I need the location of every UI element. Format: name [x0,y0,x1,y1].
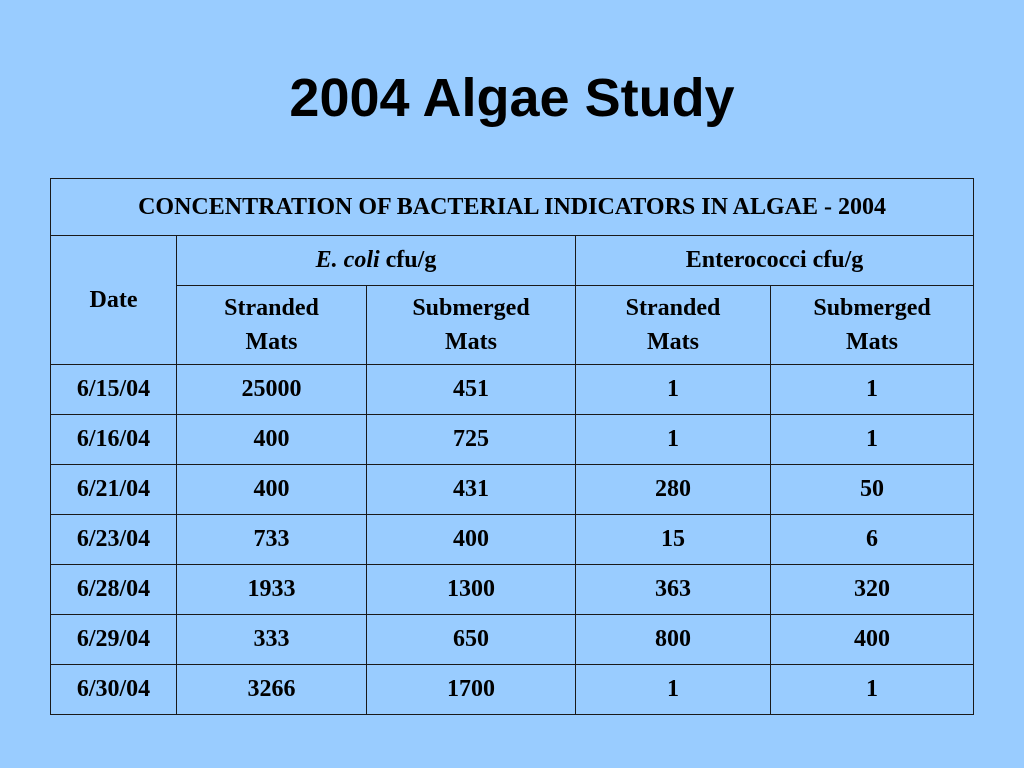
table-caption-row [51,179,974,236]
date-cell: 6/28/04 [51,565,177,615]
table-row [51,665,974,715]
ecoli-submerged-cell: 725 [367,415,576,465]
ecoli-stranded-header [177,286,367,365]
group-header-row [51,236,974,286]
ecoli-organism-name: E. coli [315,247,380,273]
entero-stranded-cell: 15 [576,515,771,565]
date-cell: 6/16/04 [51,415,177,465]
table-row [51,515,974,565]
table-row [51,415,974,465]
ecoli-submerged-header [367,286,576,365]
ecoli-group-header [177,236,576,286]
table-row [51,365,974,415]
entero-stranded-header [576,286,771,365]
entero-submerged-cell: 1 [771,415,974,465]
entero-submerged-header-line1: Submerged [813,295,931,321]
entero-submerged-cell: 6 [771,515,974,565]
ecoli-stranded-cell: 400 [177,465,367,515]
ecoli-stranded-header-line1: Stranded [224,295,319,321]
entero-submerged-header [771,286,974,365]
ecoli-unit: cfu/g [379,247,437,273]
entero-stranded-cell: 1 [576,665,771,715]
ecoli-stranded-cell: 333 [177,615,367,665]
entero-stranded-cell: 363 [576,565,771,615]
entero-submerged-cell: 400 [771,615,974,665]
table-row [51,465,974,515]
sub-header-row [51,286,974,365]
entero-submerged-cell: 320 [771,565,974,615]
bacteria-table [50,178,974,715]
ecoli-submerged-header-line1: Submerged [412,295,530,321]
entero-stranded-cell: 280 [576,465,771,515]
date-cell: 6/30/04 [51,665,177,715]
entero-stranded-header-line2: Mats [647,329,699,355]
ecoli-stranded-cell: 733 [177,515,367,565]
table-row [51,615,974,665]
ecoli-stranded-header-line2: Mats [245,329,298,355]
date-cell: 6/23/04 [51,515,177,565]
date-header: Date [51,236,177,365]
date-cell: 6/21/04 [51,465,177,515]
ecoli-submerged-cell: 650 [367,615,576,665]
entero-stranded-cell: 1 [576,365,771,415]
entero-submerged-header-line2: Mats [846,329,899,355]
table-row [51,565,974,615]
entero-stranded-cell: 800 [576,615,771,665]
ecoli-submerged-cell: 400 [367,515,576,565]
slide-title: 2004 Algae Study [289,68,735,128]
enterococci-group-header: Enterococci cfu/g [576,236,974,286]
date-cell: 6/15/04 [51,365,177,415]
entero-stranded-header-line1: Stranded [625,295,721,321]
ecoli-stranded-cell: 1933 [177,565,367,615]
entero-submerged-cell: 50 [771,465,974,515]
ecoli-stranded-cell: 400 [177,415,367,465]
table-caption: CONCENTRATION OF BACTERIAL INDICATORS IN ALGAE - 2004 [51,179,974,236]
entero-submerged-cell: 1 [771,365,974,415]
entero-submerged-cell: 1 [771,665,974,715]
ecoli-stranded-cell: 25000 [177,365,367,415]
ecoli-stranded-cell: 3266 [177,665,367,715]
ecoli-submerged-cell: 1300 [367,565,576,615]
ecoli-submerged-cell: 451 [367,365,576,415]
entero-stranded-cell: 1 [576,415,771,465]
ecoli-submerged-header-line2: Mats [445,329,497,355]
ecoli-submerged-cell: 1700 [367,665,576,715]
date-cell: 6/29/04 [51,615,177,665]
ecoli-submerged-cell: 431 [367,465,576,515]
